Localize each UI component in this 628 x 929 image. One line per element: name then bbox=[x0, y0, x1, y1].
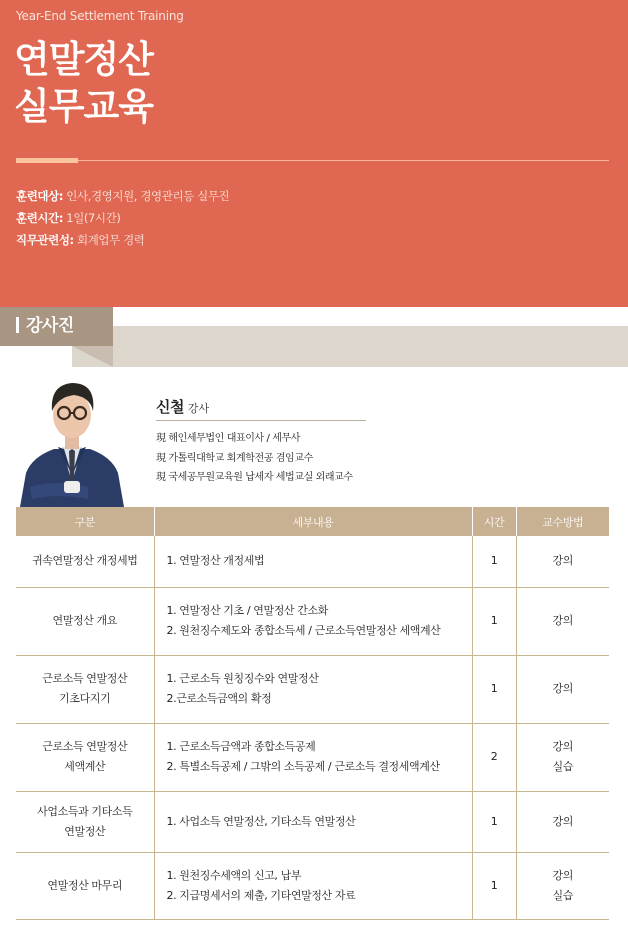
course-facts bbox=[16, 185, 229, 251]
method-cell bbox=[516, 536, 609, 587]
instructor-name: 신철 bbox=[156, 398, 184, 416]
category-text: 근로소득 연말정산 bbox=[42, 672, 128, 685]
category-text: 연말정산 개요 bbox=[52, 614, 117, 627]
hours-cell: 2 bbox=[472, 723, 516, 791]
method-cell bbox=[516, 587, 609, 655]
table-header-row bbox=[16, 507, 609, 536]
fact-target bbox=[16, 185, 229, 207]
method-cell bbox=[516, 852, 609, 919]
column-header-hours: 시간 bbox=[472, 507, 516, 536]
detail-item: 2.근로소득금액의 확정 bbox=[166, 692, 272, 705]
method-cell bbox=[516, 791, 609, 852]
category-text: 귀속연말정산 개정세법 bbox=[32, 554, 138, 568]
category-cell bbox=[16, 587, 154, 655]
fact-label: 직무관련성: bbox=[16, 233, 74, 247]
divider-accent bbox=[16, 158, 78, 163]
fact-value: 1일(7시간) bbox=[63, 211, 121, 225]
hero-banner bbox=[0, 0, 628, 307]
method-cell bbox=[516, 723, 609, 791]
table-row bbox=[16, 791, 609, 852]
section-title: 강사진 bbox=[26, 316, 74, 336]
column-header-category: 구분 bbox=[16, 507, 154, 536]
title-line-1: 연말정산 bbox=[14, 38, 153, 81]
title-line-2: 실무교육 bbox=[14, 85, 153, 128]
hours-cell: 1 bbox=[472, 587, 516, 655]
column-header-details: 세부내용 bbox=[154, 507, 472, 536]
method-cell bbox=[516, 655, 609, 723]
method-text: 실습 bbox=[552, 760, 573, 773]
method-text: 강의 bbox=[552, 814, 573, 828]
instructor-career-list bbox=[156, 429, 366, 488]
divider bbox=[16, 160, 609, 161]
detail-item: 1. 연말정산 기초 / 연말정산 간소화 bbox=[166, 604, 328, 617]
category-text: 연말정산 마무리 bbox=[47, 878, 123, 892]
method-text: 강의 bbox=[552, 682, 573, 695]
section-band bbox=[72, 326, 628, 367]
table-row bbox=[16, 723, 609, 791]
details-cell bbox=[154, 655, 472, 723]
curriculum-table bbox=[16, 507, 609, 920]
hours-cell: 1 bbox=[472, 655, 516, 723]
details-cell bbox=[154, 791, 472, 852]
method-text: 강의 bbox=[552, 740, 573, 753]
category-text: 기초다지기 bbox=[59, 692, 111, 705]
category-text: 사업소득과 기타소득 bbox=[37, 804, 133, 818]
fact-duration bbox=[16, 207, 229, 229]
details-cell bbox=[154, 587, 472, 655]
career-item: 現 국세공무원교육원 납세자 세법교실 외래교수 bbox=[156, 472, 353, 483]
section-heading bbox=[0, 307, 113, 346]
detail-item: 2. 특별소득공제 / 그밖의 소득공제 / 근로소득 결정세액계산 bbox=[166, 760, 440, 773]
career-item: 現 해인세무법인 대표이사 / 세무사 bbox=[156, 433, 301, 444]
instructor-role: 강사 bbox=[187, 402, 210, 415]
detail-item: 1. 연말정산 개정세법 bbox=[166, 554, 265, 568]
hero-eyebrow: Year-End Settlement Training bbox=[16, 9, 184, 23]
category-cell bbox=[16, 655, 154, 723]
career-item: 現 가톨릭대학교 회계학전공 겸임교수 bbox=[156, 452, 313, 464]
table-row bbox=[16, 655, 609, 723]
detail-item: 1. 근로소득 원칭징수와 연말정산 bbox=[166, 672, 319, 685]
instructor-name-row bbox=[156, 396, 366, 421]
hours-cell: 1 bbox=[472, 791, 516, 852]
details-cell bbox=[154, 536, 472, 587]
fact-label: 훈련시간: bbox=[16, 211, 64, 225]
method-text: 강의 bbox=[552, 554, 573, 568]
person-portrait-icon bbox=[18, 375, 126, 507]
category-cell bbox=[16, 723, 154, 791]
detail-item: 1. 원천징수세액의 신고, 납부 bbox=[166, 868, 302, 882]
table-row bbox=[16, 536, 609, 587]
detail-item: 2. 지급명세서의 제출, 기타연말정산 자료 bbox=[166, 888, 356, 902]
category-cell bbox=[16, 852, 154, 919]
method-text: 실습 bbox=[552, 888, 573, 902]
fact-label: 훈련대상: bbox=[16, 189, 64, 203]
category-cell bbox=[16, 791, 154, 852]
column-header-method: 교수방법 bbox=[516, 507, 609, 536]
category-text: 근로소득 연말정산 bbox=[42, 740, 128, 753]
instructor-card bbox=[156, 396, 366, 488]
fact-value: 인사,경영지원, 경영관리등 실무진 bbox=[63, 189, 230, 203]
hours-cell: 1 bbox=[472, 852, 516, 919]
category-cell bbox=[16, 536, 154, 587]
table-row bbox=[16, 587, 609, 655]
heading-bar-icon bbox=[16, 317, 19, 333]
details-cell bbox=[154, 723, 472, 791]
detail-item: 1. 근로소득금액과 종합소득공제 bbox=[166, 740, 316, 753]
detail-item: 2. 원천징수제도와 종합소득세 / 근로소득연말정산 세액계산 bbox=[166, 624, 441, 637]
method-text: 강의 bbox=[552, 868, 573, 882]
category-text: 세액계산 bbox=[64, 760, 106, 773]
fact-relevance bbox=[16, 229, 229, 251]
section-fold bbox=[72, 346, 113, 367]
fact-value: 회계업무 경력 bbox=[73, 233, 145, 247]
table-row bbox=[16, 852, 609, 919]
page-title bbox=[14, 36, 153, 130]
hours-cell: 1 bbox=[472, 536, 516, 587]
method-text: 강의 bbox=[552, 614, 573, 627]
category-text: 연말정산 bbox=[64, 824, 106, 838]
detail-item: 1. 사업소득 연말정산, 기타소득 연말정산 bbox=[166, 814, 356, 828]
details-cell bbox=[154, 852, 472, 919]
